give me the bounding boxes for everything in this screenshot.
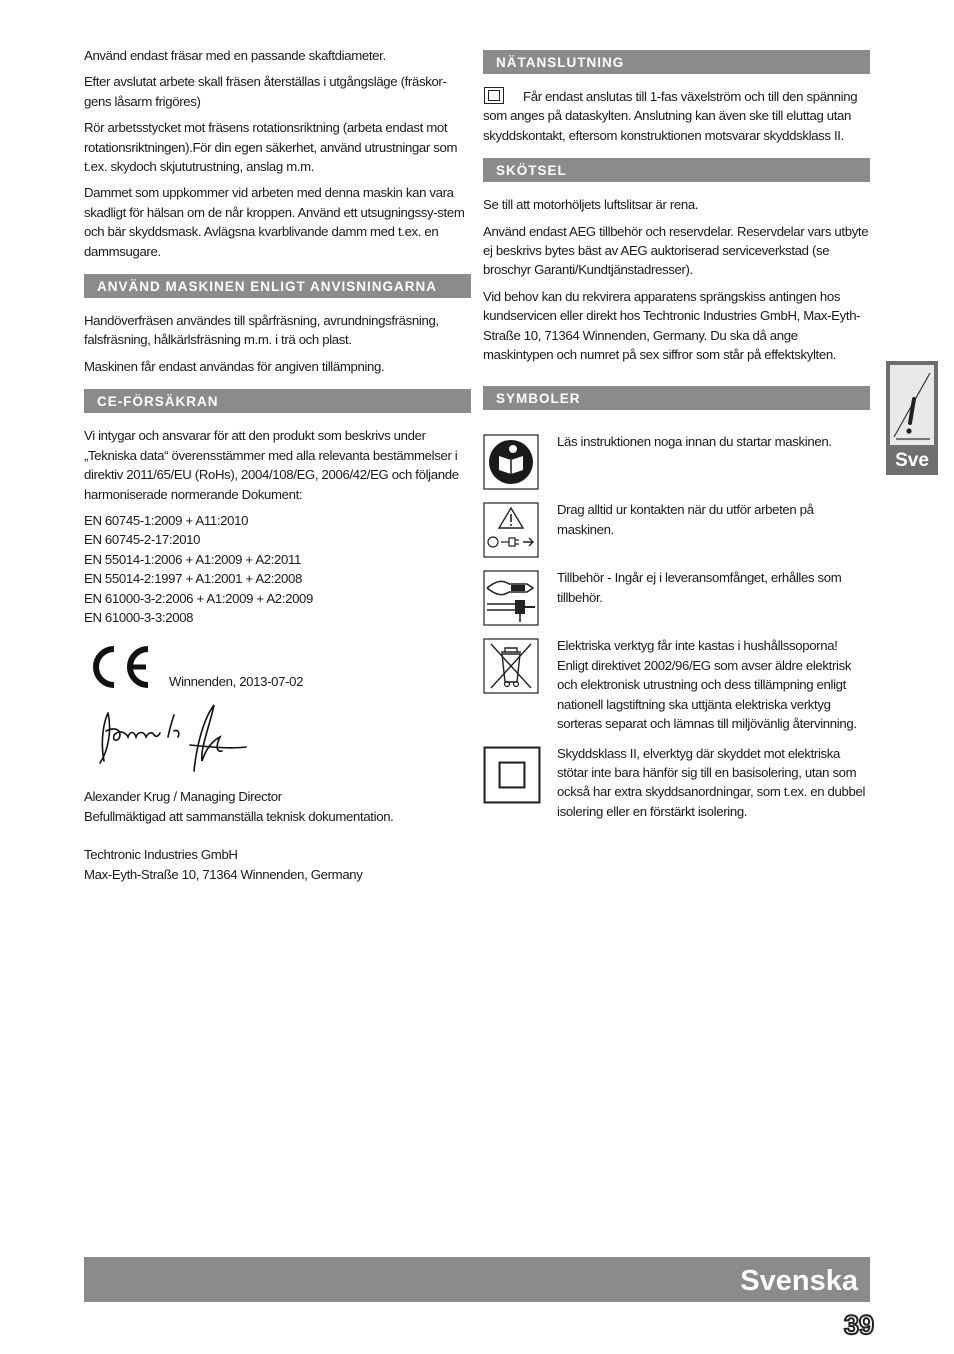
natanslutning-paragraph: [483, 87, 870, 145]
symbol-row: [483, 502, 870, 558]
intro-paragraph: Dammet som uppkommer vid arbeten med denna maskin kan vara skadligt för hälsan om de når kroppen. Använd ett utsugningssy-stem och bär skyddsmask. Avlägsna kvarblivande damm med t.ex. en dammsugare.: [84, 185, 465, 259]
accessory-icon: [483, 570, 539, 626]
place-date: Winnenden, 2013-07-02: [169, 673, 304, 689]
signature-icon: [90, 701, 250, 781]
standard-item: EN 55014-2:1997 + A1:2001 + A2:2008: [84, 571, 302, 587]
intro-paragraph: Rör arbetsstycket mot fräsens rotationsriktning (arbeta endast mot rotationsriktningen).För din egen säkerhet, använd utrustningar som t.ex. skydoch skjututrustning, anslag m.m.: [84, 120, 458, 175]
protection-class-ii-icon: [483, 746, 541, 804]
symbol-text: Skyddsklass II, elverktyg där skyddet mot elektriska stötar inte bara hänför sig till en basisolering, utan som också har extra skyddsanordningar, som t.ex. en dubbel isolering eller en förstärkt isolering.: [557, 745, 866, 819]
unplug-warning-icon: [483, 502, 539, 558]
section-heading-usage: ANVÄND MASKINEN ENLIGT ANVISNINGARNA: [84, 274, 471, 298]
natanslutning-text: Får endast anslutas till 1-fas växelström och till den spänning som anges på dataskylten. Anslutning kan även ske till eluttag utan skyddskontakt, eftersom konstruktionen motsvarar skyddsklass II.: [483, 89, 858, 143]
right-column: [483, 46, 870, 833]
protection-class-ii-icon: [484, 87, 504, 104]
intro-paragraph: Använd endast fräsar med en passande skaftdiameter.: [84, 48, 386, 63]
standard-item: EN 61000-3-3:2008: [84, 609, 194, 625]
company-address: Max-Eyth-Straße 10, 71364 Winnenden, Germany: [84, 866, 363, 882]
symbol-text: Elektriska verktyg får inte kastas i hushållssoporna! Enligt direktivet 2002/96/EG som avser äldre elektrisk och elektronisk utrustning och dess tillämpning enligt nationell lagstiftning ska uttjänta elektriska verktyg sorteras separat och lämnas till miljövänlig återvinning.: [557, 638, 857, 732]
footer-language: Svenska: [740, 1265, 858, 1297]
language-side-tab: [886, 361, 938, 475]
usage-paragraph: Handöverfräsen användes till spårfräsning, avrundningsfräsning, falsfräsning, hålkärlsfräsning m.m. i trä och plast.: [84, 313, 439, 348]
warning-exclamation-icon: [890, 365, 934, 445]
language-code: Sve: [895, 450, 929, 471]
read-manual-icon: [483, 434, 539, 490]
footer-language-bar: [84, 1257, 870, 1302]
usage-paragraph: Maskinen får endast användas för angiven tillämpning.: [84, 358, 385, 374]
symbol-text: Drag alltid ur kontakten när du utför arbeten på maskinen.: [557, 502, 814, 537]
ce-mark-icon: [84, 643, 154, 691]
skotsel-paragraph: Se till att motorhöljets luftslitsar är rena.: [483, 197, 699, 213]
symbol-text: Tillbehör - Ingår ej i leveransomfånget, erhålles som tillbehör.: [557, 570, 842, 605]
authorized-text: Befullmäktigad att sammanställa teknisk dokumentation.: [84, 808, 394, 824]
warning-panel: [890, 365, 934, 445]
company-name: Techtronic Industries GmbH: [84, 847, 238, 863]
signer-name: Alexander Krug / Managing Director: [84, 789, 282, 805]
page-number: 39: [843, 1310, 874, 1340]
skotsel-paragraph: Vid behov kan du rekvirera apparatens sprängskiss antingen hos kundservicen eller direkt hos Techtronic Industries GmbH, Max-Eyth-Straße 10, 71364 Winnenden, Germany. Du ska då ange maskintypen och numret på sex siffror som står på effektskylten.: [483, 288, 861, 363]
ce-row: [84, 643, 471, 691]
ce-intro: Vi intygar och ansvarar för att den produkt som beskrivs under „Tekniska data“ överensstämmer med alla relevanta bestämmelser i direktiv 2011/65/EU (RoHs), 2004/108/EG, 2006/42/EG och följande harmoniserade normerande Dokument:: [84, 428, 459, 502]
standard-item: EN 60745-1:2009 + A11:2010: [84, 512, 249, 528]
symbol-text: Läs instruktionen noga innan du startar maskinen.: [557, 434, 832, 450]
section-heading-symboler: SYMBOLER: [483, 386, 870, 410]
symbol-row: [483, 746, 870, 822]
symbol-row: [483, 434, 870, 490]
standards-list: [84, 511, 471, 627]
left-column: [84, 46, 471, 884]
section-heading-ce: CE-FÖRSÄKRAN: [84, 389, 471, 413]
standard-item: EN 55014-1:2006 + A1:2009 + A2:2011: [84, 551, 302, 567]
section-heading-skotsel: SKÖTSEL: [483, 158, 870, 182]
weee-bin-icon: [483, 638, 539, 694]
skotsel-paragraph: Använd endast AEG tillbehör och reservdelar. Reservdelar vars utbyte ej beskrivs bytes bäst av AEG auktoriserad serviceverkstad (se broschyr Garanti/Kundtjänstadresser).: [483, 223, 869, 278]
standard-item: EN 60745-2-17:2010: [84, 532, 201, 548]
symbol-row: [483, 638, 870, 733]
standard-item: EN 61000-3-2:2006 + A1:2009 + A2:2009: [84, 590, 314, 606]
intro-paragraph: Efter avslutat arbete skall fräsen återställas i utgångsläge (fräskor-gens låsarm frigöres): [84, 74, 447, 109]
section-heading-natanslutning: NÄTANSLUTNING: [483, 50, 870, 74]
symbol-row: [483, 570, 870, 626]
